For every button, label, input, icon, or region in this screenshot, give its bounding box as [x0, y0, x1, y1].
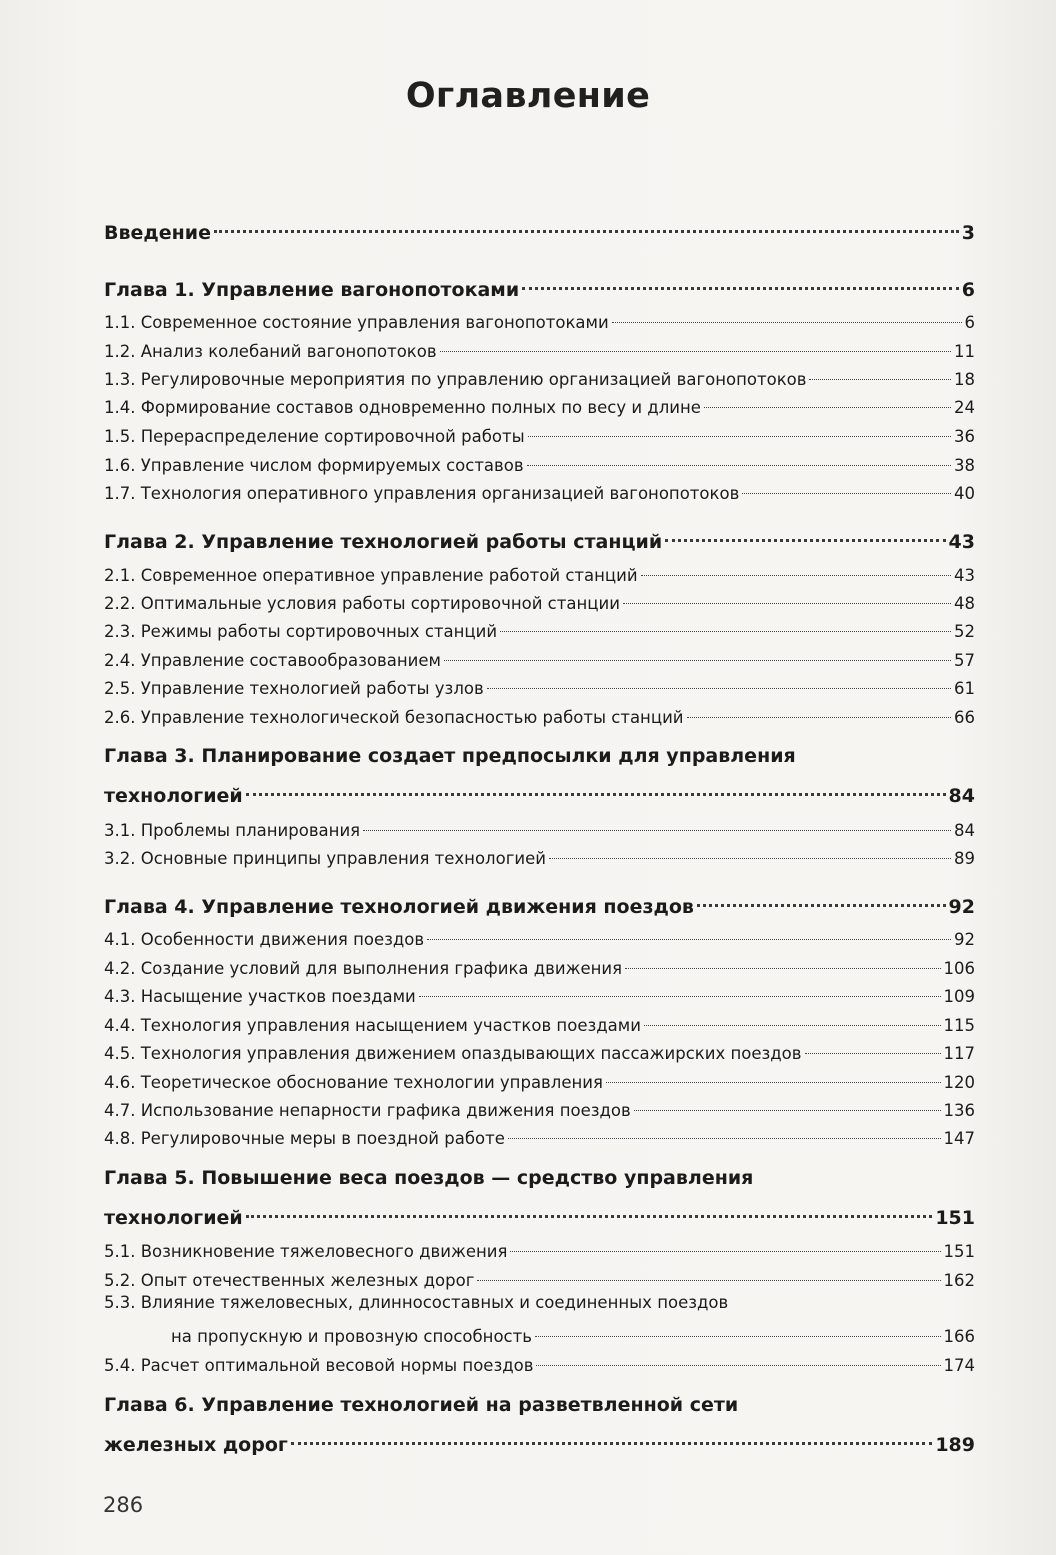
toc-entry-2-3	[104, 616, 975, 641]
toc-label: 1.3. Регулировочные мероприятия по управлению организацией вагонопотоков	[104, 369, 807, 389]
toc-page: 120	[943, 1072, 975, 1092]
toc-entry-3-1	[104, 815, 975, 840]
toc-entry-4-3	[104, 981, 975, 1006]
dot-leader	[535, 1316, 941, 1337]
dot-leader	[665, 516, 945, 542]
toc-label: 2.6. Управление технологической безопасностью работы станций	[104, 707, 684, 727]
toc-label: 4.4. Технология управления насыщением участков поездами	[104, 1015, 641, 1035]
toc-entry-4-6	[104, 1067, 975, 1092]
toc-entry-chapter-1	[104, 270, 975, 301]
toc-page: 89	[954, 848, 975, 868]
dot-leader	[805, 1033, 941, 1054]
toc-label: 1.7. Технология оперативного управления организацией вагонопотоков	[104, 483, 740, 503]
toc-label: 4.1. Особенности движения поездов	[104, 929, 425, 949]
toc-page: 57	[954, 650, 975, 670]
dot-leader	[612, 302, 962, 323]
dot-leader	[419, 976, 941, 997]
toc-entry-5-2	[104, 1265, 975, 1290]
dot-leader	[634, 1090, 941, 1111]
toc-label: Глава 4. Управление технологией движения поездов	[104, 895, 694, 918]
toc-entry-intro	[104, 213, 975, 244]
toc-page: 84	[954, 820, 975, 840]
toc-entry-2-6	[104, 702, 975, 727]
dot-leader	[527, 445, 951, 466]
toc-page: 43	[954, 565, 975, 585]
toc-page: 151	[935, 1206, 975, 1229]
toc-label: 4.8. Регулировочные меры в поездной работе	[104, 1128, 505, 1148]
dot-leader	[704, 387, 951, 408]
toc-entry-4-8	[104, 1123, 975, 1148]
toc-label: 1.5. Перераспределение сортировочной работы	[104, 426, 525, 446]
dot-leader	[606, 1062, 941, 1083]
dot-leader	[440, 331, 951, 352]
dot-leader	[536, 1345, 940, 1366]
dot-leader	[363, 810, 951, 831]
toc-entry-chapter-5-line1: Глава 5. Повышение веса поездов — средство управления	[104, 1167, 754, 1189]
dot-leader	[809, 359, 951, 380]
toc-page: 84	[948, 784, 975, 807]
toc-entry-4-2	[104, 953, 975, 978]
toc-label: Глава 1. Управление вагонопотоками	[104, 278, 520, 301]
toc-entry-5-4	[104, 1350, 975, 1375]
toc-label: железных дорог	[104, 1433, 288, 1456]
toc-label: 2.5. Управление технологией работы узлов	[104, 678, 484, 698]
toc-page: 189	[935, 1433, 975, 1456]
toc-entry-4-7	[104, 1095, 975, 1120]
dot-leader	[742, 473, 951, 494]
dot-leader	[623, 583, 951, 604]
toc-label: 4.3. Насыщение участков поездами	[104, 986, 416, 1006]
dot-leader	[214, 207, 959, 233]
dot-leader	[500, 611, 951, 632]
toc-entry-1-2	[104, 336, 975, 361]
toc-entry-1-3	[104, 364, 975, 389]
toc-label: 3.1. Проблемы планирования	[104, 820, 361, 840]
dot-leader	[444, 640, 951, 661]
page-number: 286	[103, 1493, 144, 1517]
toc-page: 40	[954, 483, 975, 503]
dot-leader	[528, 416, 951, 437]
toc-page: 11	[954, 341, 975, 361]
toc-entry-1-4	[104, 392, 975, 417]
dot-leader	[291, 1419, 933, 1445]
toc-entry-chapter-5	[104, 1198, 975, 1229]
dot-leader	[687, 697, 951, 718]
toc-page: 24	[954, 397, 975, 417]
dot-leader	[549, 838, 951, 859]
toc-entry-5-3	[171, 1321, 975, 1346]
dot-leader	[246, 1192, 933, 1218]
toc-label: технологией	[104, 784, 243, 807]
toc-entry-chapter-6	[104, 1425, 975, 1456]
toc-page: 52	[954, 621, 975, 641]
toc-page: 92	[948, 895, 975, 918]
toc-page: 147	[943, 1128, 975, 1148]
toc-entry-2-2	[104, 588, 975, 613]
toc-label: 2.4. Управление составообразованием	[104, 650, 441, 670]
toc-label: 4.7. Использование непарности графика движения поездов	[104, 1100, 631, 1120]
toc-page: 174	[943, 1355, 975, 1375]
toc-entry-4-1	[104, 924, 975, 949]
toc-label: 1.6. Управление числом формируемых составов	[104, 455, 524, 475]
dot-leader	[510, 1231, 940, 1252]
toc-page: 48	[954, 593, 975, 613]
dot-leader	[522, 264, 959, 290]
toc-entry-chapter-3-line1: Глава 3. Планирование создает предпосылки для управления	[104, 745, 796, 767]
toc-page: 106	[943, 958, 975, 978]
dot-leader	[427, 919, 951, 940]
toc-label: 4.5. Технология управления движением опаздывающих пассажирских поездов	[104, 1043, 802, 1063]
toc-page: 92	[954, 929, 975, 949]
dot-leader	[477, 1260, 940, 1281]
toc-page: 6	[961, 278, 975, 301]
toc-label: Глава 2. Управление технологией работы станций	[104, 530, 663, 553]
toc-label: 2.3. Режимы работы сортировочных станций	[104, 621, 498, 641]
dot-leader	[246, 770, 946, 796]
toc-entry-chapter-2	[104, 522, 975, 553]
toc-entry-3-2	[104, 843, 975, 868]
toc-label: 5.2. Опыт отечественных железных дорог	[104, 1270, 475, 1290]
dot-leader	[508, 1118, 941, 1139]
page-title: Оглавление	[405, 76, 651, 116]
toc-page: 61	[954, 678, 975, 698]
toc-entry-1-5	[104, 421, 975, 446]
dot-leader	[487, 668, 951, 689]
toc-page: 38	[954, 455, 975, 475]
toc-entry-1-6	[104, 450, 975, 475]
toc-page: 3	[961, 221, 975, 244]
toc-entry-1-7	[104, 478, 975, 503]
toc-label: 4.6. Теоретическое обоснование технологии управления	[104, 1072, 603, 1092]
dot-leader	[697, 881, 946, 907]
toc-entry-1-1	[104, 307, 975, 332]
toc-page: 66	[954, 707, 975, 727]
toc-page: 109	[943, 986, 975, 1006]
toc-entry-chapter-3	[104, 776, 975, 807]
toc-label: 4.2. Создание условий для выполнения графика движения	[104, 958, 623, 978]
toc-label: 2.1. Современное оперативное управление работой станций	[104, 565, 638, 585]
dot-leader	[625, 948, 940, 969]
toc-label: на пропускную и провозную способность	[171, 1326, 532, 1346]
toc-page: 43	[948, 530, 975, 553]
toc-label: Введение	[104, 221, 211, 244]
toc-entry-4-4	[104, 1010, 975, 1035]
toc-page: 151	[943, 1241, 975, 1261]
toc-entry-2-1	[104, 560, 975, 585]
toc-label: технологией	[104, 1206, 243, 1229]
toc-page: 115	[943, 1015, 975, 1035]
toc-label: 5.1. Возникновение тяжеловесного движения	[104, 1241, 508, 1261]
toc-page: 162	[943, 1270, 975, 1290]
toc-page: 166	[943, 1326, 975, 1346]
dot-leader	[644, 1005, 941, 1026]
toc-label: 5.4. Расчет оптимальной весовой нормы поездов	[104, 1355, 534, 1375]
toc-label: 1.2. Анализ колебаний вагонопотоков	[104, 341, 437, 361]
toc-label: 1.4. Формирование составов одновременно полных по весу и длине	[104, 397, 701, 417]
toc-entry-4-5	[104, 1038, 975, 1063]
toc-entry-5-3-line1: 5.3. Влияние тяжеловесных, длинносоставных и соединенных поездов	[104, 1293, 729, 1312]
dot-leader	[641, 555, 951, 576]
toc-label: 3.2. Основные принципы управления технологией	[104, 848, 546, 868]
toc-entry-chapter-6-line1: Глава 6. Управление технологией на разветвленной сети	[104, 1394, 739, 1416]
toc-page: 117	[943, 1043, 975, 1063]
toc-label: 1.1. Современное состояние управления вагонопотоками	[104, 312, 609, 332]
toc-page: 136	[943, 1100, 975, 1120]
toc-entry-2-5	[104, 673, 975, 698]
toc-entry-5-1	[104, 1236, 975, 1261]
toc-page: 6	[964, 312, 975, 332]
toc-label: 2.2. Оптимальные условия работы сортировочной станции	[104, 593, 620, 613]
toc-entry-2-4	[104, 645, 975, 670]
toc-entry-chapter-4	[104, 887, 975, 918]
toc-page: 36	[954, 426, 975, 446]
toc-page: 18	[954, 369, 975, 389]
